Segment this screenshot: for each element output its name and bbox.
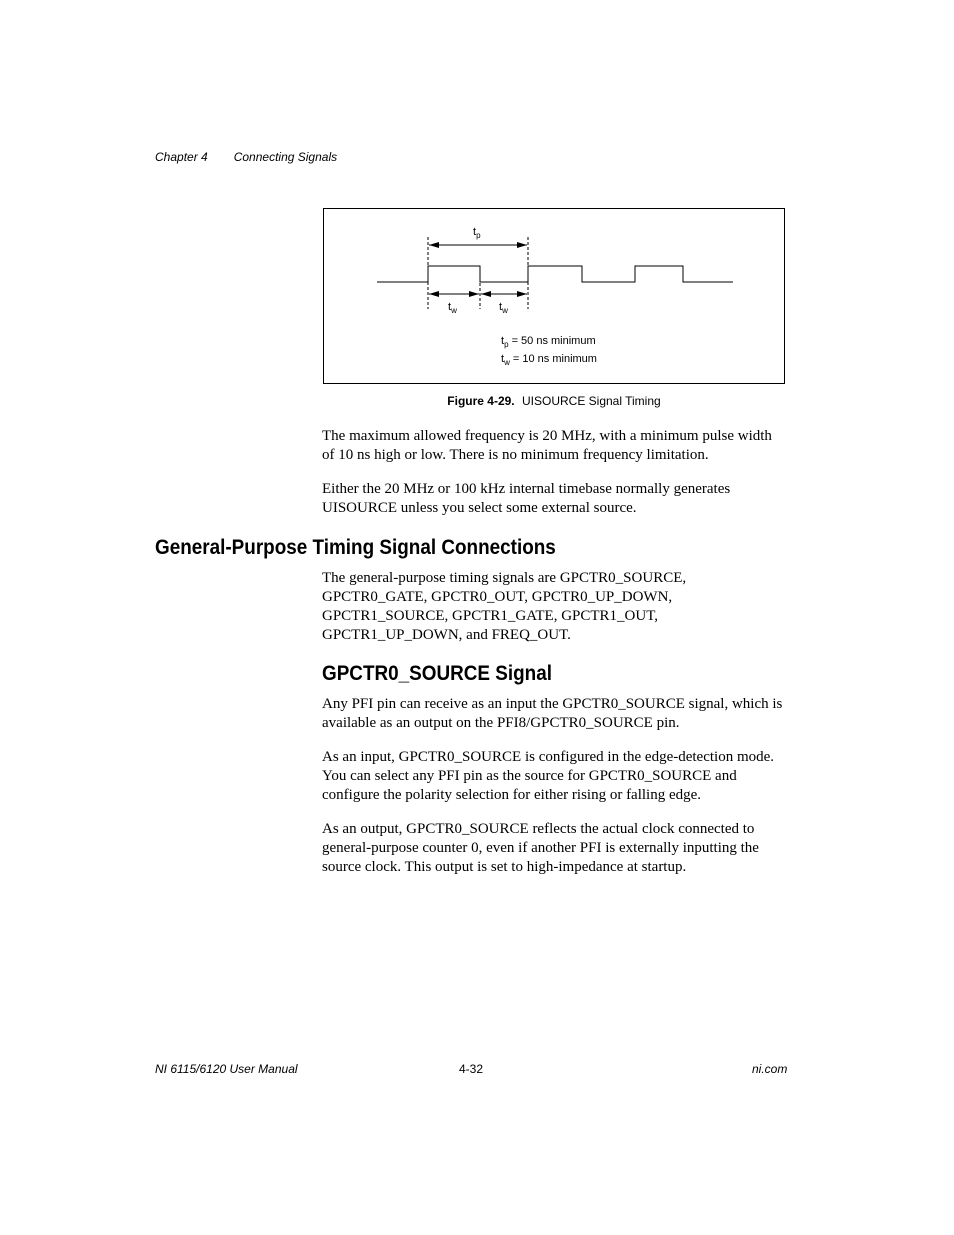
footer-manual-title: NI 6115/6120 User Manual xyxy=(155,1062,298,1076)
tw-label-right: $t_w$ xyxy=(499,301,508,315)
footer-website: ni.com xyxy=(752,1062,788,1076)
paragraph-output: As an output, GPCTR0_SOURCE reflects the actual clock connected to general-purpose counter 0, even if another PFI is externally inputting the source clock. This output is set to high-impedance at startup. xyxy=(322,821,759,875)
figure-number: Figure 4-29. xyxy=(447,394,515,408)
paragraph-timebase: Either the 20 MHz or 100 kHz internal timebase normally generates UISOURCE unless you select some external source. xyxy=(322,481,731,516)
paragraph-edge-detection: As an input, GPCTR0_SOURCE is configured in the edge-detection mode. You can select any PFI pin as the source for GPCTR0_SOURCE and configure the polarity selection for either rising or falling edge. xyxy=(322,749,775,803)
chapter-title: Connecting Signals xyxy=(233,150,338,164)
tw-left-arrow xyxy=(429,291,479,297)
paragraph-gp-signals: The general-purpose timing signals are GPCTR0_SOURCE, GPCTR0_GATE, GPCTR0_OUT, GPCTR0_UP_DOWN, GPCTR1_SOURCE, GPCTR1_GATE, GPCTR1_OUT, GPCTR1_UP_DOWN, and FREQ_OUT. xyxy=(322,570,687,643)
tp-spec: $t_p = 50$ ns minimum xyxy=(501,335,596,349)
tp-period-arrow xyxy=(429,242,527,248)
timing-diagram xyxy=(324,209,786,385)
paragraph-pfi-input: Any PFI pin can receive as an input the GPCTR0_SOURCE signal, which is available as an output on the PFI8/GPCTR0_SOURCE pin. xyxy=(322,696,783,731)
tw-label-left: $t_w$ xyxy=(448,301,457,315)
timing-diagram-figure xyxy=(323,208,785,384)
paragraph-max-frequency: The maximum allowed frequency is 20 MHz, with a minimum pulse width of 10 ns high or low. There is no minimum frequency limitation. xyxy=(322,428,772,463)
page-header xyxy=(155,150,337,164)
section-heading: General-Purpose Timing Signal Connections xyxy=(155,536,556,559)
tp-label: $t_p$ xyxy=(473,226,481,240)
tw-spec: $t_w = 10$ ns minimum xyxy=(501,353,597,367)
figure-caption xyxy=(323,394,785,408)
subsection-heading: GPCTR0_SOURCE Signal xyxy=(322,662,553,685)
footer-page-number: 4-32 xyxy=(459,1062,484,1076)
figure-title: UISOURCE Signal Timing xyxy=(521,394,661,408)
tw-right-arrow xyxy=(481,291,527,297)
uisource-waveform xyxy=(377,266,733,282)
chapter-number: Chapter 4 xyxy=(155,150,208,164)
